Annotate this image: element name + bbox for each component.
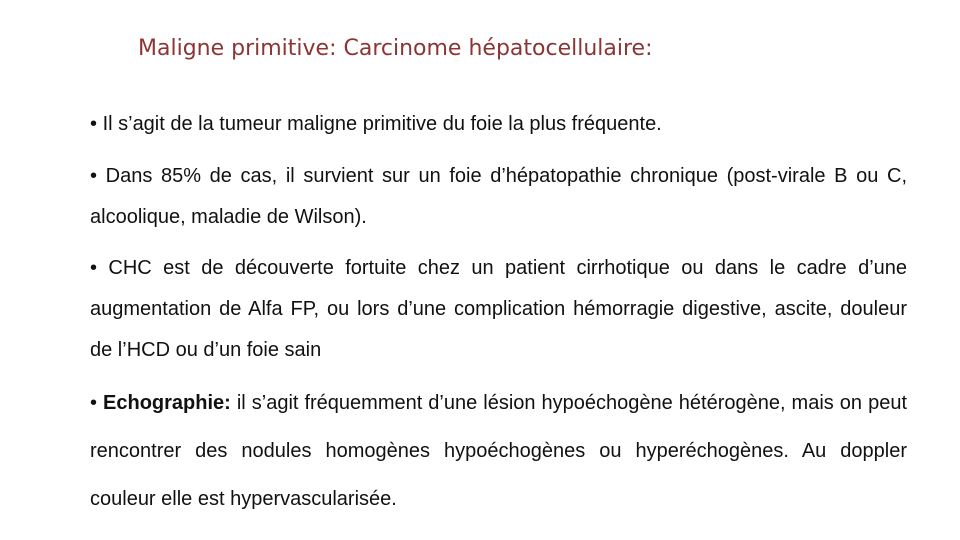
- bullet-text: CHC est de découverte fortuite chez un patient cirrhotique ou dans le cadre d’une augmentation de Alfa FP, ou lors d’une complication hémorragie digestive, ascite, douleur de l’HCD ou d’un foie sain: [90, 257, 908, 361]
- bullet-bold-label: Echographie:: [103, 392, 231, 414]
- slide-title: Maligne primitive: Carcinome hépatocellulaire:: [138, 36, 653, 61]
- bullet-text: Dans 85% de cas, il survient sur un foie d’hépatopathie chronique (post-virale B ou C, alcoolique, maladie de Wilson).: [90, 165, 908, 228]
- bullet-marker: •: [90, 257, 109, 279]
- bullet-list: [90, 105, 907, 523]
- bullet-item: [90, 105, 907, 143]
- bullet-marker: •: [90, 165, 106, 187]
- bullet-text: il s’agit fréquemment d’une lésion hypoéchogène hétérogène, mais on peut rencontrer des nodules homogènes hypoéchogènes ou hyperéchogènes. Au doppler couleur elle est hypervascularisée.: [90, 392, 907, 510]
- bullet-item: [90, 156, 907, 238]
- bullet-marker: •: [90, 392, 104, 414]
- bullet-text: Il s’agit de la tumeur maligne primitive du foie la plus fréquente.: [102, 113, 662, 135]
- bullet-item: [90, 379, 907, 523]
- bullet-marker: •: [90, 113, 103, 135]
- bullet-item: [90, 248, 907, 371]
